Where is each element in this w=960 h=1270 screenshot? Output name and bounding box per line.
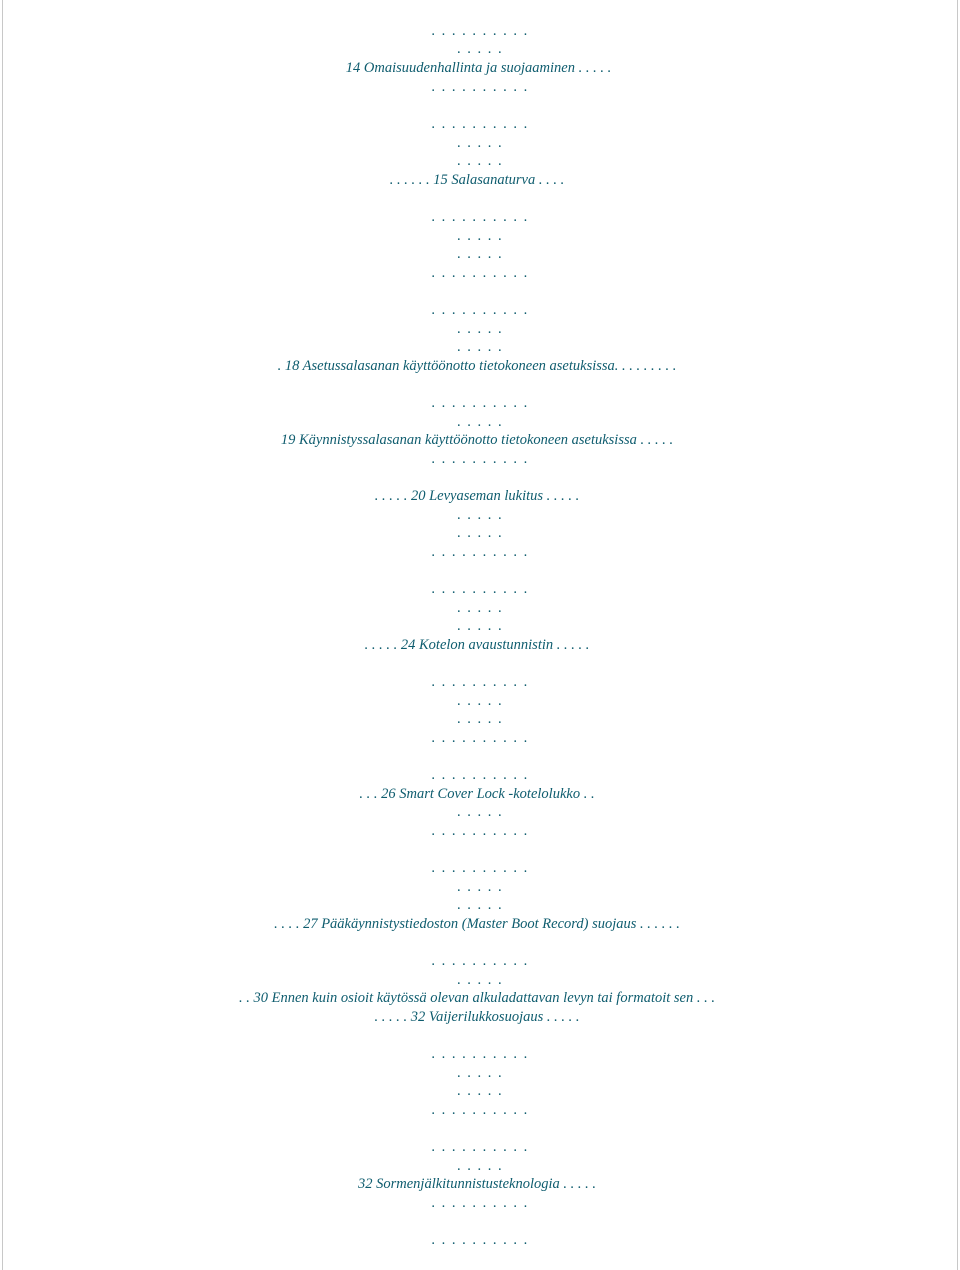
toc-dot-leader: . . . . . (456, 693, 504, 709)
toc-entry-hood-sensor[interactable]: . . . . . 24 Kotelon avaustunnistin . . . . . (364, 637, 590, 653)
toc-dot-leader: . . . . . . . . . . (431, 674, 529, 690)
toc-dot-leader: . . . . . (456, 618, 504, 634)
toc-entry-password-security[interactable]: . . . . . . 15 Salasanaturva . . . . (389, 172, 565, 188)
toc-dot-leader: . . . . . (456, 600, 504, 616)
toc-dot-leader: . . . . . (456, 1158, 504, 1174)
toc-dot-leader: . . . . . . . . . . (431, 581, 529, 597)
toc-entry-fingerprint-technology[interactable]: 32 Sormenjälkitunnistusteknologia . . . . . (357, 1176, 597, 1192)
toc-dot-leader: . . . . . . . . . . (431, 953, 529, 969)
toc-dot-leader: . . . . . (456, 804, 504, 820)
toc-dot-leader: . . . . . . . . . . (431, 1139, 529, 1155)
toc-dot-leader: . . . . . (456, 321, 504, 337)
toc-dot-leader: . . . . . (456, 135, 504, 151)
toc-dot-leader: . . . . . (456, 414, 504, 430)
toc-dot-leader: . . . . . . . . . . (431, 79, 529, 95)
toc-dot-leader: . . . . . . . . . . (431, 1102, 529, 1118)
toc-entry-asset-management[interactable]: 14 Omaisuudenhallinta ja suojaaminen . . . . . (345, 60, 612, 76)
toc-dot-leader: . . . . . . . . . . (431, 23, 529, 39)
toc-dot-leader: . . . . . . . . . . (431, 451, 529, 467)
toc-entry-smart-cover-lock[interactable]: . . . 26 Smart Cover Lock -kotelolukko . . (359, 786, 595, 802)
toc-dot-leader: . . . . . . . . . . (431, 116, 529, 132)
toc-entry-drive-lock[interactable]: . . . . . 20 Levyaseman lukitus . . . . . (374, 488, 580, 504)
toc-dot-leader: . . . . . (456, 1065, 504, 1081)
toc-dot-leader: . . . . . (456, 972, 504, 988)
toc-dot-leader: . . . . . . . . . . (431, 302, 529, 318)
toc-dot-leader: . . . . . . . . . . (431, 1232, 529, 1248)
toc-dot-leader: . . . . . (456, 897, 504, 913)
toc-dot-leader: . . . . . . . . . . (431, 209, 529, 225)
toc-dot-leader: . . . . . (456, 246, 504, 262)
toc-entry-cable-lock[interactable]: . . . . . 32 Vaijerilukkosuojaus . . . . . (374, 1009, 580, 1025)
toc-dot-leader: . . . . . (456, 879, 504, 895)
toc-dot-leader: . . . . . (456, 228, 504, 244)
toc-dot-leader: . . . . . . . . . . (431, 265, 529, 281)
toc-dot-leader: . . . . . . . . . . (431, 767, 529, 783)
toc-dot-leader: . . . . . (456, 153, 504, 169)
toc-dot-leader: . . . . . (456, 525, 504, 541)
toc-entry-master-boot-record[interactable]: . . . . 27 Pääkäynnistystiedoston (Master Boot Record) suojaus . . . . . . (274, 916, 680, 932)
toc-dot-leader: . . . . . . . . . . (431, 823, 529, 839)
toc-dot-leader: . . . . . . . . . . (431, 544, 529, 560)
toc-dot-leader: . . . . . (456, 1083, 504, 1099)
toc-dot-leader: . . . . . . . . . . (431, 730, 529, 746)
toc-dot-leader: . . . . . (456, 41, 504, 57)
toc-dot-leader: . . . . . . . . . . (431, 1046, 529, 1062)
toc-entry-power-on-password[interactable]: 19 Käynnistyssalasanan käyttöönotto tietokoneen asetuksissa . . . . . (280, 432, 674, 448)
toc-dot-leader: . . . . . (456, 339, 504, 355)
toc-dot-leader: . . . . . . . . . . (431, 860, 529, 876)
toc-dot-leader: . . . . . (456, 507, 504, 523)
toc-dot-leader: . . . . . . . . . . (431, 1195, 529, 1211)
toc-entry-before-partitioning[interactable]: . . 30 Ennen kuin osioit käytössä olevan alkuladattavan levyn tai formatoit sen . . . (238, 990, 715, 1006)
toc-dot-leader: . . . . . . . . . . (431, 395, 529, 411)
toc-entry-setup-password[interactable]: . 18 Asetussalasanan käyttöönotto tietokoneen asetuksissa. . . . . . . . . (277, 358, 677, 374)
toc-dot-leader: . . . . . (456, 711, 504, 727)
